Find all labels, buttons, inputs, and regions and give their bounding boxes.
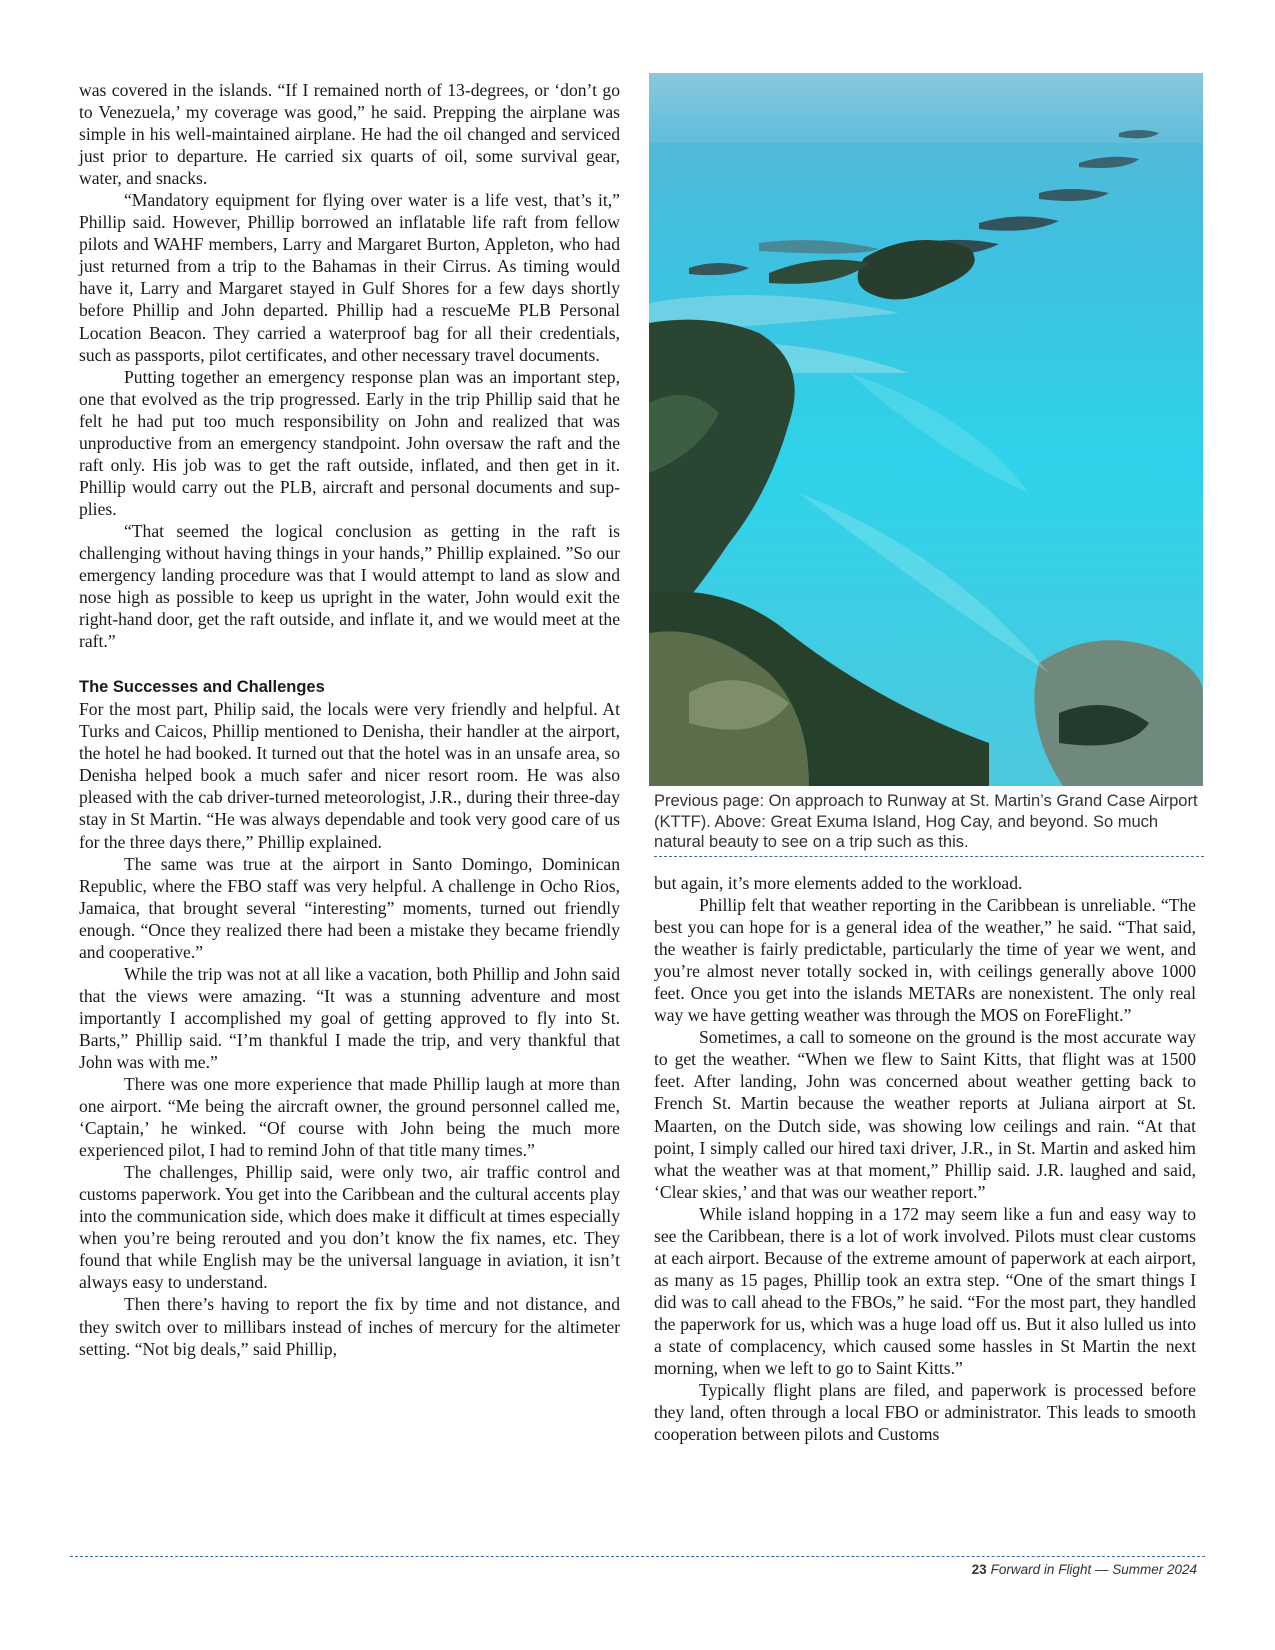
publication-name: Forward in Flight — Summer 2024 — [990, 1562, 1197, 1577]
body-paragraph: There was one more experience that made Phillip laugh at more than one airport. “Me being the aircraft owner, the ground personnel called me, ‘Captain,’ he winked. “Of course with John being the much more experienced pilot, I had to remind John of that title many times.” — [79, 1074, 620, 1161]
body-paragraph: The challenges, Phillip said, were only two, air traffic control and customs paperwork. You get into the Caribbean and the cultural accents play into the communication side, which does make it difficult at times especially when you’re being rerouted and you don’t know the fix names, etc. They found that while English may be the universal language in aviation, it isn’t always easy to understand. — [79, 1162, 620, 1293]
body-paragraph: While the trip was not at all like a vacation, both Phillip and John said that the views were amazing. “It was a stunning adventure and most importantly I accomplished my goal of getting approved to fly into St. Barts,” Phillip said. “I’m thankful I made the trip, and very thankful that John was with me.” — [79, 963, 620, 1072]
footer-divider — [70, 1556, 1205, 1557]
body-paragraph: “Mandatory equipment for flying over water is a life vest, that’s it,” Phillip said. However, Phillip borrowed an inflatable life raft from fellow pilots and WAHF members, Larry and Margaret Burton, Appleton, who had just returned from a trip to the Bahamas in their Cirrus. As timing would have it, Larry and Margaret stayed in Gulf Shores for a few days shortly before Phillip and John departed. Phillip had a rescueMe PLB Personal Location Beacon. They carried a waterproof bag for all their credentials, such as passports, pilot certificates, and other necessary travel documents. — [79, 190, 620, 365]
body-paragraph: While island hopping in a 172 may seem like a fun and easy way to see the Caribbean, there is a lot of work involved. Pilots must clear customs at each airport. Because of the extreme amount of paperwork at each airport, as many as 15 pages, Phillip took an extra step. “One of the smart things I did was to call ahead to the FBOs,” he said. “For the most part, they handled the paperwork for us, which was a huge load off us. But it also lulled us into a state of complacency, which caused some hassles in St Martin the next morning, when we left to go to Saint Kitts.” — [654, 1203, 1196, 1379]
body-paragraph: Phillip felt that weather reporting in the Caribbean is unreliable. “The best you can hope for is a general idea of the weather,” he said. “That said, the weather is fairly predictable, particularly the time of year we went, and you’re almost never totally socked in, with ceilings generally above 1000 feet. Once you get into the islands METARs are nonexistent. The only real way we have getting weather was through the MOS on ForeFlight.” — [654, 895, 1196, 1026]
body-paragraph: For the most part, Philip said, the locals were very friendly and helpful. At Turks and Caicos, Phillip mentioned to Denisha, their handler at the airport, the hotel he had booked. It turned out that the hotel was in an unsafe area, so Denisha helped book a much safer and nicer resort room. He was also pleased with the cab driver-turned meteorologist, J.R., during their three-day stay in St Martin. “He was always dependable and took very good care of us for the three days there,” Phillip explained. — [79, 699, 620, 852]
article-right-column — [654, 872, 1196, 1445]
body-paragraph: was covered in the islands. “If I remained north of 13-degrees, or ‘don’t go to Venezuela,’ my coverage was good,” he said. Prepping the airplane was simple in his well-maintained airplane. He had the oil changed and serviced just prior to departure. He carried six quarts of oil, some survival gear, water, and snacks. — [79, 80, 620, 189]
section-heading: The Successes and Challenges — [79, 678, 325, 697]
body-paragraph: Then there’s having to report the fix by time and not distance, and they switch over to millibars instead of inches of mercury for the altimeter setting. “Not big deals,” said Phillip, — [79, 1294, 620, 1359]
body-paragraph: Typically flight plans are filed, and paperwork is processed before they land, often through a local FBO or administrator. This leads to smooth cooperation between pilots and Customs — [654, 1380, 1196, 1445]
aerial-photo-exuma — [649, 73, 1203, 786]
page-footer — [972, 1562, 1197, 1577]
article-left-column — [79, 79, 620, 1360]
body-paragraph: but again, it’s more elements added to the workload. — [654, 873, 1023, 893]
body-paragraph: Putting together an emergency response plan was an important step, one that evolved as the trip progressed. Early in the trip Phillip said that he felt he had put too much responsibility on John and realized that was unproductive from an emergency standpoint. John oversaw the raft and the raft only. His job was to get the raft outside, inflated, and then get in it. Phillip would carry out the PLB, aircraft and personal documents and supplies. — [79, 366, 620, 519]
body-paragraph: The same was true at the airport in Santo Domingo, Dominican Republic, where the FBO staff was very helpful. A challenge in Ocho Rios, Jamaica, that brought several “interesting” moments, turned out friendly enough. “Once they realized there had been a mistake they became friendly and cooperative.” — [79, 853, 620, 962]
caption-divider — [654, 856, 1204, 857]
body-paragraph: “That seemed the logical conclusion as getting in the raft is challenging without having things in your hands,” Phillip explained. ”So our emergency landing procedure was that I would attempt to land as slow and nose high as possible to keep us upright in the water, John would exit the right-hand door, get the raft outside, and inflate it, and we would meet at the raft.” — [79, 520, 620, 652]
photo-caption: Previous page: On approach to Runway at St. Martin’s Grand Case Airport (KTTF). Above: Great Exuma Island, Hog Cay, and beyond. So much natural beauty to see on a trip such as this. — [654, 792, 1198, 851]
body-paragraph: Sometimes, a call to someone on the ground is the most accurate way to get the weather. “When we flew to Saint Kitts, that flight was at 1500 feet. After landing, John was concerned about weather getting back to French St. Martin because the weather reports at Juliana airport at St. Maarten, on the Dutch side, was showing low ceilings and rain. “At that point, I simply called our hired taxi driver, J.R., in St. Martin and asked him what the weather was at that moment,” Phillip said. J.R. laughed and said, ‘Clear skies,’ and that was our weather report.” — [654, 1027, 1196, 1202]
page-number: 23 — [971, 1562, 987, 1577]
